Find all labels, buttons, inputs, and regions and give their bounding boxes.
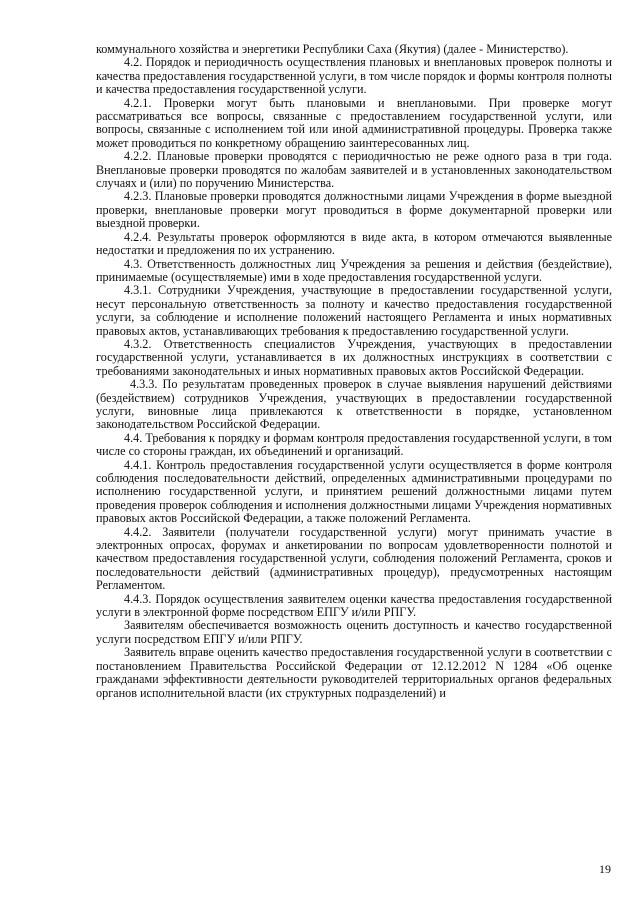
paragraph-4-2-3: 4.2.3. Плановые проверки проводятся должностными лицами Учреждения в форме выездной проверки, внеплановые проверки могут проводиться в форме документарной проверки или выездной проверки.	[96, 189, 612, 231]
paragraph-4-2-4: 4.2.4. Результаты проверок оформляются в виде акта, в котором отмечаются выявленные недостатки и предложения по их устранению.	[96, 229, 612, 258]
paragraph-4-4-2: 4.4.2. Заявители (получатели государственной услуги) могут принимать участие в электронных опросах, форумах и анкетировании по вопросам удовлетворенности полнотой и качеством предоставления государственной услуги, соблюдения положений Регламента, сроков и последовательности действий (административных процедур), предусмотренных настоящим Регламентом.	[96, 524, 612, 593]
paragraph-4-4-3: 4.4.3. Порядок осуществления заявителем оценки качества предоставления государственной услуги в электронной форме посредством ЕПГУ и/или РПГУ.	[96, 591, 612, 620]
document-body	[96, 43, 612, 700]
page-number: 19	[599, 862, 611, 876]
paragraph-4-3-3: 4.3.3. По результатам проведенных проверок в случае выявления нарушений действиями (бездействием) сотрудников Учреждения, участвующих в предоставлении государственной услуги, виновные лица привлекаются к ответственности в порядке, установленном законодательством Российской Федерации.	[96, 377, 612, 432]
paragraph-4-2-1: 4.2.1. Проверки могут быть плановыми и внеплановыми. При проверке могут рассматриваться все вопросы, связанные с предоставлением государственной услуги, или вопросы, связанные с исполнением той или иной административной процедуры. Проверка также может проводиться по конкретному обращению заинтересованных лиц.	[96, 95, 612, 150]
paragraph-continuation: коммунального хозяйства и энергетики Республики Саха (Якутия) (далее - Министерство).	[96, 42, 569, 56]
paragraph-4-2-2: 4.2.2. Плановые проверки проводятся с периодичностью не реже одного раза в три года. Внеплановые проверки проводятся по жалобам заявителей и в установленных законодательством случаях и (или) по поручению Министерства.	[96, 149, 612, 191]
paragraph-4-3-1: 4.3.1. Сотрудники Учреждения, участвующие в предоставлении государственной услуги, несут персональную ответственность за полноту и качество предоставления государственной услуги, за соблюдение и исполнение положений настоящего Регламента и иных нормативных правовых актов, устанавливающих требования к предоставлению государственной услуги.	[96, 283, 612, 338]
paragraph-applicants-access: Заявителям обеспечивается возможность оценить доступность и качество государственной услуги посредством ЕПГУ и/или РПГУ.	[96, 618, 612, 646]
paragraph-applicant-evaluation: Заявитель вправе оценить качество предоставления государственной услуги в соответствии с постановлением Правительства Российской Федерации от 12.12.2012 N 1284 «Об оценке гражданами эффективности деятельности руководителей территориальных органов федеральных органов исполнительной власти (их структурных подразделений) и	[96, 645, 612, 700]
paragraph-4-3: 4.3. Ответственность должностных лиц Учреждения за решения и действия (бездействие), принимаемые (осуществляемые) ими в ходе предоставления государственной услуги.	[96, 256, 612, 284]
paragraph-4-4-1: 4.4.1. Контроль предоставления государственной услуги осуществляется в форме контроля соблюдения последовательности действий, определенных административными процедурами по исполнению государственной услуги, и принятием решений должностными лицами путем проведения проверок соблюдения и исполнения должностными лицами Учреждения нормативных правовых актов Российской Федерации, а также положений Регламента.	[96, 457, 612, 526]
paragraph-4-3-2: 4.3.2. Ответственность специалистов Учреждения, участвующих в предоставлении государственной услуги, устанавливается в их должностных инструкциях в соответствии с требованиями законодательных и иных нормативных правовых актов Российской Федерации.	[96, 336, 612, 378]
paragraph-4-2: 4.2. Порядок и периодичность осуществления плановых и внеплановых проверок полноты и качества предоставления государственной услуги, в том числе порядок и формы контроля полноты и качества предоставления государственной услуги.	[96, 55, 612, 97]
paragraph-4-4: 4.4. Требования к порядку и формам контроля предоставления государственной услуги, в том числе со стороны граждан, их объединений и организаций.	[96, 430, 612, 459]
